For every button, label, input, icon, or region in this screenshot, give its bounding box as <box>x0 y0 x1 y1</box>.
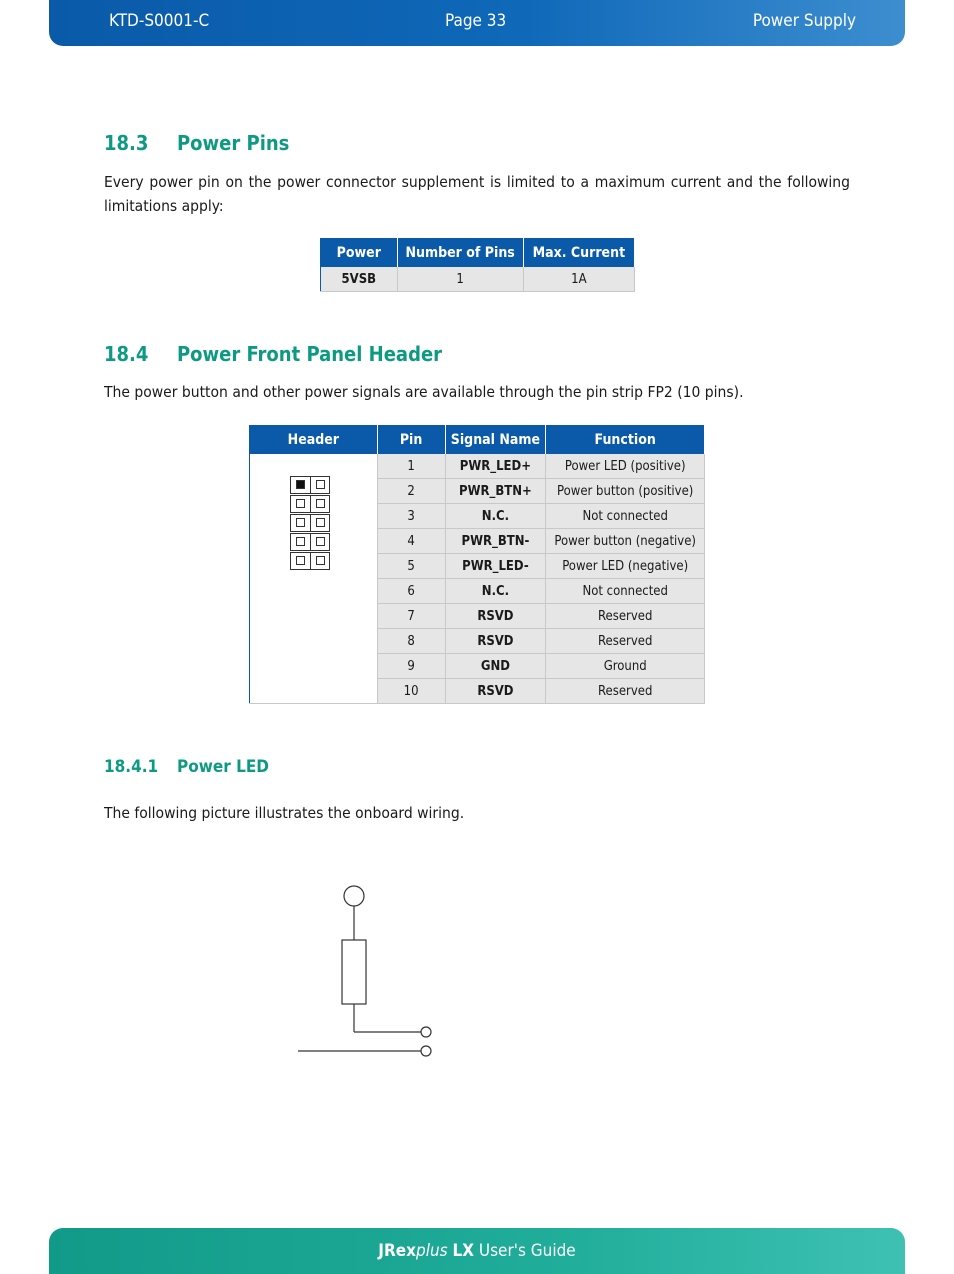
header-image-cell <box>250 454 378 704</box>
power-led-paragraph: The following picture illustrates the onboard wiring. <box>104 804 465 822</box>
product-name-suffix: plus <box>415 1241 448 1261</box>
function-cell: Reserved <box>546 679 705 704</box>
heading-title: Power Pins <box>177 131 290 155</box>
table-row <box>250 454 705 479</box>
function-cell: Power LED (positive) <box>546 454 705 479</box>
pin-cell: 2 <box>377 479 445 504</box>
col-header: Header <box>250 426 378 455</box>
power-led-wiring-diagram <box>290 880 450 1065</box>
table-cell: 1 <box>397 267 523 292</box>
guide-label: User's Guide <box>478 1241 576 1261</box>
heading-18-3 <box>104 131 289 155</box>
signal-cell: RSVD <box>445 629 546 654</box>
pin-cell: 10 <box>377 679 445 704</box>
pin-cell: 4 <box>377 529 445 554</box>
heading-title: Power Front Panel Header <box>177 342 443 366</box>
pin-cell: 8 <box>377 629 445 654</box>
pin-strip-diagram <box>290 476 330 571</box>
signal-cell: PWR_LED- <box>445 554 546 579</box>
function-cell: Ground <box>546 654 705 679</box>
table-cell: 1A <box>523 267 634 292</box>
heading-title: Power LED <box>177 757 269 777</box>
page-number: Page 33 <box>445 11 507 31</box>
section-name: Power Supply <box>752 11 856 31</box>
doc-id: KTD-S0001-C <box>109 11 210 31</box>
table-header-row <box>250 426 705 455</box>
function-cell: Not connected <box>546 579 705 604</box>
power-pins-table <box>320 238 635 292</box>
front-panel-table <box>249 425 705 704</box>
front-panel-paragraph: The power button and other power signals are available through the pin strip FP2 (10 pins). <box>104 383 744 401</box>
col-header: Max. Current <box>523 239 634 268</box>
function-cell: Power LED (negative) <box>546 554 705 579</box>
pin-cell: 9 <box>377 654 445 679</box>
table-cell: 5VSB <box>321 267 398 292</box>
pin-cell: 6 <box>377 579 445 604</box>
col-header: Pin <box>377 426 445 455</box>
signal-cell: GND <box>445 654 546 679</box>
pin-cell: 1 <box>377 454 445 479</box>
signal-cell: N.C. <box>445 579 546 604</box>
function-cell: Reserved <box>546 629 705 654</box>
page-footer <box>49 1228 905 1274</box>
signal-cell: N.C. <box>445 504 546 529</box>
resistor-icon <box>342 940 366 1004</box>
signal-cell: PWR_LED+ <box>445 454 546 479</box>
function-cell: Not connected <box>546 504 705 529</box>
signal-cell: RSVD <box>445 679 546 704</box>
heading-number: 18.4 <box>104 342 149 366</box>
heading-18-4-1 <box>104 757 269 777</box>
signal-cell: PWR_BTN+ <box>445 479 546 504</box>
col-header: Number of Pins <box>397 239 523 268</box>
product-name: JRex <box>378 1241 416 1261</box>
led-plus-terminal-icon <box>421 1027 431 1037</box>
power-pins-paragraph: Every power pin on the power connector supplement is limited to a maximum current and the following limitations apply: <box>104 173 850 215</box>
led-minus-terminal-icon <box>421 1046 431 1056</box>
heading-number: 18.4.1 <box>104 757 159 777</box>
pin-cell: 3 <box>377 504 445 529</box>
page-header <box>49 0 905 46</box>
signal-cell: RSVD <box>445 604 546 629</box>
pin-cell: 7 <box>377 604 445 629</box>
supply-terminal-icon <box>344 886 364 906</box>
col-header: Power <box>321 239 398 268</box>
heading-18-4 <box>104 342 442 366</box>
table-header-row <box>321 239 635 268</box>
product-variant: LX <box>452 1241 475 1261</box>
col-header: Function <box>546 426 705 455</box>
heading-number: 18.3 <box>104 131 149 155</box>
pin-cell: 5 <box>377 554 445 579</box>
table-row <box>321 267 635 292</box>
function-cell: Power button (negative) <box>546 529 705 554</box>
signal-cell: PWR_BTN- <box>445 529 546 554</box>
function-cell: Power button (positive) <box>546 479 705 504</box>
function-cell: Reserved <box>546 604 705 629</box>
col-header: Signal Name <box>445 426 546 455</box>
